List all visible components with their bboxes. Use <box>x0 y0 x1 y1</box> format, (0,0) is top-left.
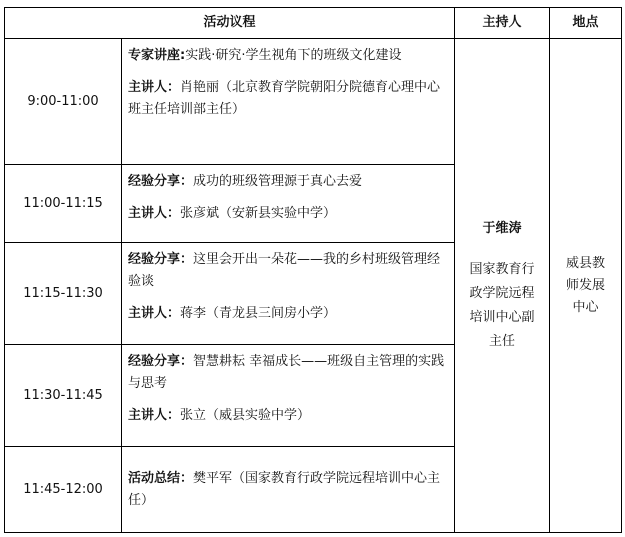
host-title: 国家教育行政学院远程培训中心副主任 <box>469 261 535 349</box>
venue-header: 地点 <box>550 8 622 39</box>
session-content <box>122 243 455 345</box>
session-title: 这里会开出一朵花——我的乡村班级管理经验谈 <box>128 252 441 289</box>
agenda-header: 活动议程 <box>5 8 455 39</box>
speaker-label: 主讲人： <box>128 408 181 423</box>
venue-name: 威县教师发展中心 <box>566 255 606 315</box>
speaker-name: 张彦斌（安新县实验中学） <box>180 206 337 221</box>
speaker-label: 主讲人： <box>128 80 181 95</box>
speaker-name: 蒋李（青龙县三间房小学） <box>180 306 337 321</box>
session-title: 实践·研究·学生视角下的班级文化建设 <box>185 48 402 63</box>
header-row <box>5 8 622 39</box>
speaker-label: 主讲人： <box>128 306 181 321</box>
session-time: 11:00-11:15 <box>5 165 122 243</box>
session-content <box>122 39 455 165</box>
venue-cell <box>550 39 622 533</box>
host-name: 于维涛 <box>482 220 522 236</box>
session-type: 活动总结： <box>128 470 194 486</box>
session-content <box>122 165 455 243</box>
agenda-table <box>4 7 622 533</box>
session-type: 经验分享： <box>128 252 194 267</box>
session-time: 11:30-11:45 <box>5 345 122 447</box>
speaker-name: 肖艳丽（北京教育学院朝阳分院德育心理中心班主任培训部主任） <box>128 80 441 117</box>
session-time: 11:15-11:30 <box>5 243 122 345</box>
session-type: 专家讲座: <box>128 48 186 63</box>
session-time: 9:00-11:00 <box>5 39 122 165</box>
session-content <box>122 345 455 447</box>
session-title: 成功的班级管理源于真心去爱 <box>193 174 363 189</box>
speaker-name: 张立（威县实验中学） <box>180 408 311 423</box>
session-type: 经验分享： <box>128 174 194 189</box>
session-row <box>5 39 622 165</box>
session-type: 经验分享： <box>128 354 194 369</box>
session-content <box>122 447 455 533</box>
speaker-label: 主讲人： <box>128 206 181 221</box>
host-cell <box>455 39 550 533</box>
session-title: 樊平军（国家教育行政学院远程培训中心主任） <box>128 470 441 508</box>
host-header: 主持人 <box>455 8 550 39</box>
session-title: 智慧耕耘 幸福成长——班级自主管理的实践与思考 <box>128 354 445 391</box>
session-time: 11:45-12:00 <box>5 447 122 533</box>
